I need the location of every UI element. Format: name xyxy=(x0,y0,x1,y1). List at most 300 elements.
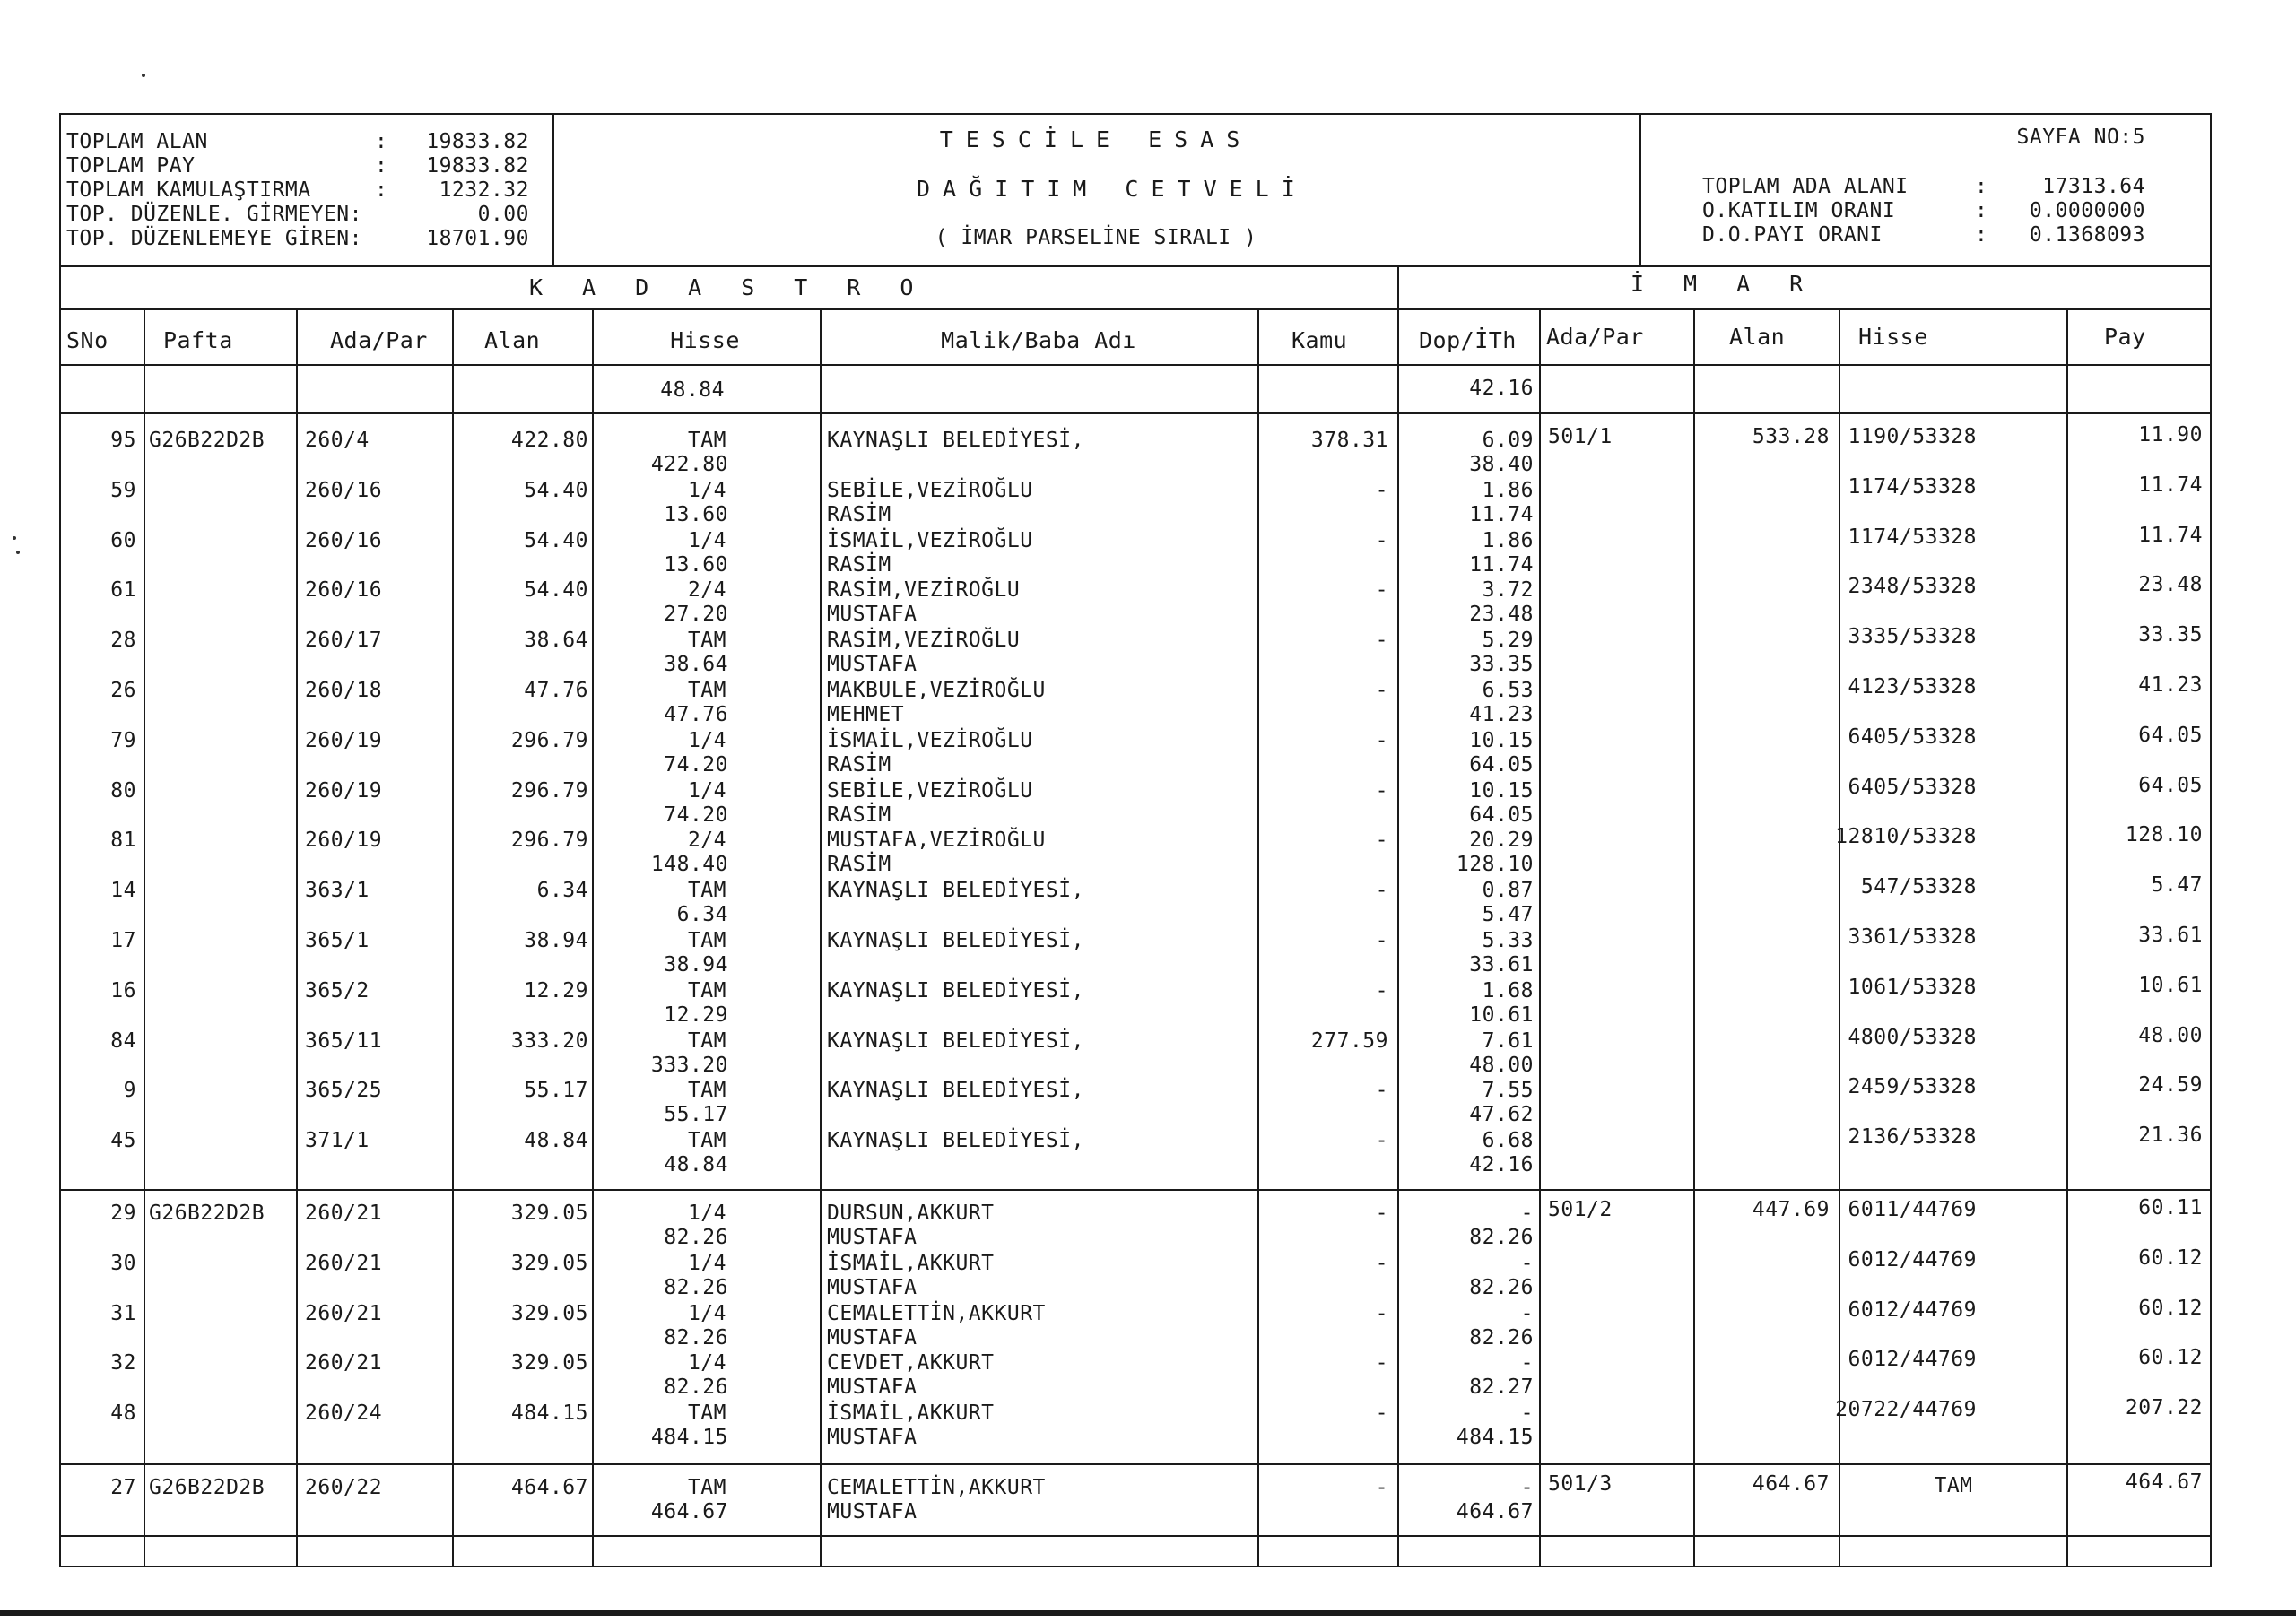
row-hisse: TAM xyxy=(687,679,726,702)
row-kamu: - xyxy=(1375,879,1388,903)
row-dop: 7.55 xyxy=(1482,1079,1534,1103)
row-baba: MUSTAFA xyxy=(827,1500,918,1523)
row-alan: 296.79 xyxy=(510,778,588,803)
imar-banner: İMAR xyxy=(1631,271,1843,297)
col-header-alan: Alan xyxy=(484,327,541,353)
column-divider xyxy=(1539,308,1541,1566)
row-ith: 11.74 xyxy=(1469,552,1534,577)
col-header-adapar: Ada/Par xyxy=(330,327,428,353)
row-malik: SEBİLE,VEZİROĞLU xyxy=(827,778,1033,803)
row-hisse: TAM xyxy=(687,1079,726,1103)
row-baba: MUSTAFA xyxy=(827,653,918,677)
row-ith: 82.26 xyxy=(1469,1226,1534,1249)
header-divider-left xyxy=(552,113,554,265)
row-imar-hisse: TAM xyxy=(1934,1474,1973,1497)
header-bottom-rule xyxy=(59,265,2210,267)
row-hisse: 1/4 xyxy=(687,728,726,752)
row-hisse: TAM xyxy=(687,629,726,653)
page-bottom-rule xyxy=(0,1610,2296,1616)
row-kamu: - xyxy=(1375,1476,1388,1499)
row-hisse-area: 82.26 xyxy=(664,1325,728,1350)
row-adapar: 260/21 xyxy=(305,1202,383,1225)
row-hisse-area: 484.15 xyxy=(650,1426,728,1450)
row-kamu: - xyxy=(1375,1202,1388,1225)
row-baba: MEHMET xyxy=(827,703,905,726)
row-baba: RASİM xyxy=(827,552,891,577)
row-pay: 10.61 xyxy=(2138,973,2203,997)
row-ith: 128.10 xyxy=(1456,853,1534,877)
row-sno: 79 xyxy=(110,728,136,752)
row-malik: MAKBULE,VEZİROĞLU xyxy=(827,679,1046,702)
row-malik: KAYNAŞLI BELEDİYESİ, xyxy=(827,1028,1084,1053)
row-kamu: - xyxy=(1375,578,1388,603)
row-hisse-area: 6.34 xyxy=(676,903,728,927)
row-dop: 7.61 xyxy=(1482,1028,1534,1053)
row-pay: 23.48 xyxy=(2138,573,2203,597)
row-dop: - xyxy=(1520,1202,1534,1225)
summary-label: TOPLAM ALAN xyxy=(66,130,208,153)
frame-right xyxy=(2210,113,2212,1567)
carry-dop: 42.16 xyxy=(1469,377,1534,400)
row-sno: 81 xyxy=(110,829,136,853)
row-pafta: G26B22D2B xyxy=(149,1476,265,1499)
row-imar-hisse: 4123/53328 xyxy=(1848,675,1977,699)
row-imar-alan: 447.69 xyxy=(1752,1198,1830,1221)
col-header-imar-adapar: Ada/Par xyxy=(1546,324,1644,350)
row-hisse: TAM xyxy=(687,978,726,1002)
row-baba: RASİM xyxy=(827,502,891,526)
row-hisse: TAM xyxy=(687,429,726,452)
row-alan: 464.67 xyxy=(510,1476,588,1499)
row-pay: 11.74 xyxy=(2138,473,2203,497)
row-alan: 296.79 xyxy=(510,728,588,752)
row-ith: 64.05 xyxy=(1469,803,1534,827)
row-alan: 333.20 xyxy=(510,1028,588,1053)
summary-value: 19833.82 xyxy=(426,130,529,153)
row-imar-hisse: 12810/53328 xyxy=(1835,825,1977,849)
row-malik: İSMAİL,AKKURT xyxy=(827,1251,995,1275)
row-malik: CEMALETTİN,AKKURT xyxy=(827,1476,1046,1499)
row-alan: 296.79 xyxy=(510,829,588,853)
row-dop: 5.33 xyxy=(1482,929,1534,952)
row-imar-hisse: 1174/53328 xyxy=(1848,474,1977,499)
row-dop: 10.15 xyxy=(1469,728,1534,752)
row-pay: 33.61 xyxy=(2138,924,2203,947)
row-alan: 6.34 xyxy=(536,879,588,903)
carry-hisse: 48.84 xyxy=(660,378,725,402)
row-hisse-area: 422.80 xyxy=(650,453,728,476)
row-hisse-area: 12.29 xyxy=(664,1002,728,1027)
row-malik: SEBİLE,VEZİROĞLU xyxy=(827,478,1033,502)
row-dop: 20.29 xyxy=(1469,829,1534,853)
summary-label: TOPLAM PAY xyxy=(66,154,196,178)
row-imar-hisse: 6011/44769 xyxy=(1848,1198,1977,1221)
row-ith: 82.26 xyxy=(1469,1275,1534,1299)
row-dop: - xyxy=(1520,1476,1534,1499)
row-hisse-area: 48.84 xyxy=(664,1153,728,1177)
row-hisse: 1/4 xyxy=(687,478,726,502)
row-adapar: 365/2 xyxy=(305,978,370,1002)
summary-value: 17313.64 xyxy=(2042,175,2145,198)
row-malik: KAYNAŞLI BELEDİYESİ, xyxy=(827,1079,1084,1103)
row-dop: 6.68 xyxy=(1482,1129,1534,1153)
row-ith: 464.67 xyxy=(1456,1500,1534,1523)
row-adapar: 260/22 xyxy=(305,1476,383,1499)
column-divider xyxy=(1257,308,1259,1566)
row-alan: 12.29 xyxy=(524,978,588,1002)
row-kamu: - xyxy=(1375,728,1388,752)
row-imar-hisse: 2136/53328 xyxy=(1848,1125,1977,1150)
row-adapar: 371/1 xyxy=(305,1129,370,1153)
row-imar-hisse: 2348/53328 xyxy=(1848,575,1977,599)
row-malik: KAYNAŞLI BELEDİYESİ, xyxy=(827,429,1084,452)
row-alan: 329.05 xyxy=(510,1251,588,1275)
summary-sep: : xyxy=(1975,175,1988,198)
row-ith: 484.15 xyxy=(1456,1426,1534,1450)
row-imar-adapar: 501/3 xyxy=(1548,1472,1613,1496)
row-baba: RASİM xyxy=(827,853,891,877)
summary-sep: : xyxy=(375,154,388,178)
row-kamu: - xyxy=(1375,1129,1388,1153)
row-kamu: - xyxy=(1375,1301,1388,1325)
row-adapar: 365/1 xyxy=(305,929,370,952)
row-baba: RASİM xyxy=(827,752,891,777)
column-divider xyxy=(2066,308,2068,1566)
row-hisse-area: 38.64 xyxy=(664,653,728,677)
row-baba: MUSTAFA xyxy=(827,1376,918,1400)
row-hisse: TAM xyxy=(687,879,726,903)
frame-top xyxy=(59,113,2210,115)
row-pafta: G26B22D2B xyxy=(149,1202,265,1225)
summary-label: TOP. DÜZENLE. GİRMEYEN: xyxy=(66,203,362,226)
row-alan: 54.40 xyxy=(524,528,588,552)
column-divider xyxy=(1839,308,1840,1566)
col-header-dop: Dop/İTh xyxy=(1419,327,1517,353)
title-line-1: TESCİLE ESAS xyxy=(939,126,1253,152)
row-imar-hisse: 6405/53328 xyxy=(1848,725,1977,749)
row-pay: 48.00 xyxy=(2138,1023,2203,1047)
row-kamu: - xyxy=(1375,778,1388,803)
row-kamu: - xyxy=(1375,929,1388,952)
row-hisse-area: 82.26 xyxy=(664,1275,728,1299)
row-hisse-area: 38.94 xyxy=(664,953,728,976)
row-malik: DURSUN,AKKURT xyxy=(827,1202,995,1225)
row-malik: KAYNAŞLI BELEDİYESİ, xyxy=(827,879,1084,903)
row-pay: 64.05 xyxy=(2138,773,2203,797)
group-separator xyxy=(59,1463,2210,1465)
kadastro-banner: KADASTRO xyxy=(529,274,953,300)
row-hisse-area: 13.60 xyxy=(664,502,728,526)
row-adapar: 363/1 xyxy=(305,879,370,903)
row-dop: 3.72 xyxy=(1482,578,1534,603)
row-alan: 47.76 xyxy=(524,679,588,702)
row-alan: 329.05 xyxy=(510,1202,588,1225)
row-hisse-area: 74.20 xyxy=(664,752,728,777)
row-adapar: 365/11 xyxy=(305,1028,383,1053)
row-kamu: - xyxy=(1375,478,1388,502)
row-sno: 61 xyxy=(110,578,136,603)
row-malik: İSMAİL,AKKURT xyxy=(827,1402,995,1426)
row-adapar: 260/4 xyxy=(305,429,370,452)
row-sno: 30 xyxy=(110,1251,136,1275)
row-hisse: 1/4 xyxy=(687,1251,726,1275)
row-hisse-area: 47.76 xyxy=(664,703,728,726)
row-sno: 95 xyxy=(110,429,136,452)
row-pay: 60.12 xyxy=(2138,1296,2203,1320)
row-sno: 29 xyxy=(110,1202,136,1225)
row-sno: 17 xyxy=(110,929,136,952)
row-adapar: 260/21 xyxy=(305,1351,383,1376)
row-adapar: 260/21 xyxy=(305,1251,383,1275)
summary-label: TOPLAM KAMULAŞTIRMA xyxy=(66,178,311,202)
row-pay: 60.11 xyxy=(2138,1196,2203,1219)
row-alan: 484.15 xyxy=(510,1402,588,1426)
row-hisse: 1/4 xyxy=(687,1351,726,1376)
row-hisse: TAM xyxy=(687,1028,726,1053)
row-hisse-area: 13.60 xyxy=(664,552,728,577)
column-header-rule xyxy=(59,364,2210,366)
row-dop: - xyxy=(1520,1351,1534,1376)
row-malik: KAYNAŞLI BELEDİYESİ, xyxy=(827,978,1084,1002)
row-dop: 1.86 xyxy=(1482,478,1534,502)
row-ith: 47.62 xyxy=(1469,1103,1534,1127)
column-divider xyxy=(1693,308,1695,1566)
banner-bottom-rule xyxy=(59,308,2210,310)
row-hisse-area: 55.17 xyxy=(664,1103,728,1127)
summary-value: 0.0000000 xyxy=(2029,199,2145,222)
summary-sep: : xyxy=(375,178,388,202)
row-hisse: 1/4 xyxy=(687,528,726,552)
summary-value: 19833.82 xyxy=(426,154,529,178)
row-kamu: - xyxy=(1375,679,1388,702)
row-dop: - xyxy=(1520,1251,1534,1275)
row-hisse-area: 82.26 xyxy=(664,1376,728,1400)
row-alan: 329.05 xyxy=(510,1301,588,1325)
carry-row-rule xyxy=(59,412,2210,414)
header-divider-right xyxy=(1639,113,1641,265)
column-divider xyxy=(592,308,594,1566)
col-header-kamu: Kamu xyxy=(1292,327,1348,353)
row-sno: 32 xyxy=(110,1351,136,1376)
column-divider xyxy=(452,308,454,1566)
row-kamu: - xyxy=(1375,1079,1388,1103)
row-imar-alan: 533.28 xyxy=(1752,425,1830,448)
row-hisse: TAM xyxy=(687,1402,726,1426)
row-baba: RASİM xyxy=(827,803,891,827)
row-imar-hisse: 20722/44769 xyxy=(1835,1398,1977,1422)
row-imar-hisse: 4800/53328 xyxy=(1848,1025,1977,1049)
row-imar-hisse: 3335/53328 xyxy=(1848,625,1977,649)
row-hisse-area: 27.20 xyxy=(664,603,728,627)
row-kamu: 277.59 xyxy=(1310,1028,1388,1053)
summary-value: 0.00 xyxy=(477,203,529,226)
row-dop: 0.87 xyxy=(1482,879,1534,903)
row-malik: İSMAİL,VEZİROĞLU xyxy=(827,728,1033,752)
frame-bottom xyxy=(59,1566,2212,1567)
row-sno: 84 xyxy=(110,1028,136,1053)
row-malik: CEMALETTİN,AKKURT xyxy=(827,1301,1046,1325)
row-baba: MUSTAFA xyxy=(827,1426,918,1450)
row-kamu: - xyxy=(1375,1251,1388,1275)
summary-value: 1232.32 xyxy=(439,178,529,202)
row-dop: - xyxy=(1520,1301,1534,1325)
row-dop: 10.15 xyxy=(1469,778,1534,803)
row-pay: 11.90 xyxy=(2138,423,2203,447)
row-hisse: TAM xyxy=(687,929,726,952)
row-alan: 38.94 xyxy=(524,929,588,952)
row-sno: 59 xyxy=(110,478,136,502)
row-adapar: 260/16 xyxy=(305,528,383,552)
col-header-pafta: Pafta xyxy=(163,327,233,353)
col-header-pay: Pay xyxy=(2104,324,2146,350)
row-hisse-area: 333.20 xyxy=(650,1053,728,1077)
row-pay: 60.12 xyxy=(2138,1245,2203,1270)
summary-value: 0.1368093 xyxy=(2029,223,2145,247)
summary-label: TOP. DÜZENLEMEYE GİREN: xyxy=(66,227,362,250)
row-adapar: 260/24 xyxy=(305,1402,383,1426)
row-pay: 41.23 xyxy=(2138,673,2203,697)
row-alan: 38.64 xyxy=(524,629,588,653)
row-ith: 82.26 xyxy=(1469,1325,1534,1350)
row-ith: 48.00 xyxy=(1469,1053,1534,1077)
row-imar-hisse: 6012/44769 xyxy=(1848,1348,1977,1372)
row-hisse: 1/4 xyxy=(687,778,726,803)
col-header-hisse: Hisse xyxy=(670,327,740,353)
row-pay: 24.59 xyxy=(2138,1073,2203,1098)
row-adapar: 260/19 xyxy=(305,778,383,803)
group-bottom-rule xyxy=(59,1535,2210,1537)
row-dop: - xyxy=(1520,1402,1534,1426)
row-adapar: 260/16 xyxy=(305,578,383,603)
scan-speck xyxy=(16,551,20,554)
summary-sep: : xyxy=(1975,223,1988,247)
row-imar-hisse: 6012/44769 xyxy=(1848,1247,1977,1271)
row-ith: 82.27 xyxy=(1469,1376,1534,1400)
row-pay: 207.22 xyxy=(2125,1396,2203,1420)
row-imar-alan: 464.67 xyxy=(1752,1472,1830,1496)
row-malik: KAYNAŞLI BELEDİYESİ, xyxy=(827,1129,1084,1153)
row-sno: 31 xyxy=(110,1301,136,1325)
row-hisse-area: 148.40 xyxy=(650,853,728,877)
row-ith: 38.40 xyxy=(1469,453,1534,476)
row-malik: CEVDET,AKKURT xyxy=(827,1351,995,1376)
group-separator xyxy=(59,1189,2210,1191)
row-imar-hisse: 6012/44769 xyxy=(1848,1298,1977,1322)
row-adapar: 260/18 xyxy=(305,679,383,702)
row-malik: KAYNAŞLI BELEDİYESİ, xyxy=(827,929,1084,952)
row-dop: 1.68 xyxy=(1482,978,1534,1002)
row-ith: 41.23 xyxy=(1469,703,1534,726)
scan-speck xyxy=(142,74,145,77)
col-header-sno: SNo xyxy=(66,327,109,353)
row-malik: RASİM,VEZİROĞLU xyxy=(827,629,1021,653)
row-ith: 33.61 xyxy=(1469,953,1534,976)
row-kamu: - xyxy=(1375,528,1388,552)
row-imar-hisse: 1061/53328 xyxy=(1848,975,1977,999)
summary-sep: : xyxy=(375,130,388,153)
row-kamu: - xyxy=(1375,829,1388,853)
row-alan: 422.80 xyxy=(510,429,588,452)
row-alan: 54.40 xyxy=(524,478,588,502)
row-pay: 21.36 xyxy=(2138,1124,2203,1148)
row-pay: 33.35 xyxy=(2138,623,2203,647)
row-imar-hisse: 2459/53328 xyxy=(1848,1075,1977,1099)
row-hisse: 2/4 xyxy=(687,578,726,603)
row-pay: 60.12 xyxy=(2138,1346,2203,1370)
row-kamu: - xyxy=(1375,1402,1388,1426)
summary-value: 18701.90 xyxy=(426,227,529,250)
row-alan: 48.84 xyxy=(524,1129,588,1153)
row-kamu: - xyxy=(1375,978,1388,1002)
row-hisse-area: 464.67 xyxy=(650,1500,728,1523)
row-pay: 11.74 xyxy=(2138,523,2203,547)
column-divider xyxy=(144,308,145,1566)
row-adapar: 260/21 xyxy=(305,1301,383,1325)
row-hisse-area: 74.20 xyxy=(664,803,728,827)
row-kamu: 378.31 xyxy=(1310,429,1388,452)
row-baba: MUSTAFA xyxy=(827,1226,918,1249)
row-sno: 28 xyxy=(110,629,136,653)
row-malik: MUSTAFA,VEZİROĞLU xyxy=(827,829,1046,853)
row-malik: İSMAİL,VEZİROĞLU xyxy=(827,528,1033,552)
row-alan: 55.17 xyxy=(524,1079,588,1103)
row-pafta: G26B22D2B xyxy=(149,429,265,452)
row-dop: 1.86 xyxy=(1482,528,1534,552)
row-imar-hisse: 1190/53328 xyxy=(1848,425,1977,448)
row-sno: 16 xyxy=(110,978,136,1002)
row-kamu: - xyxy=(1375,1351,1388,1376)
row-sno: 27 xyxy=(110,1476,136,1499)
row-imar-adapar: 501/2 xyxy=(1548,1198,1613,1221)
row-pay: 464.67 xyxy=(2125,1471,2203,1494)
row-hisse: TAM xyxy=(687,1129,726,1153)
row-sno: 14 xyxy=(110,879,136,903)
row-ith: 64.05 xyxy=(1469,752,1534,777)
row-adapar: 260/19 xyxy=(305,829,383,853)
row-dop: 5.29 xyxy=(1482,629,1534,653)
row-sno: 80 xyxy=(110,778,136,803)
summary-label: TOPLAM ADA ALANI xyxy=(1702,175,1909,198)
row-pay: 64.05 xyxy=(2138,723,2203,747)
title-line-3: ( İMAR PARSELİNE SIRALI ) xyxy=(935,226,1257,249)
row-pay: 5.47 xyxy=(2151,873,2203,898)
row-adapar: 365/25 xyxy=(305,1079,383,1103)
column-divider xyxy=(820,308,822,1566)
row-sno: 48 xyxy=(110,1402,136,1426)
frame-left xyxy=(59,113,61,1567)
row-ith: 42.16 xyxy=(1469,1153,1534,1177)
row-adapar: 260/19 xyxy=(305,728,383,752)
row-alan: 54.40 xyxy=(524,578,588,603)
row-sno: 26 xyxy=(110,679,136,702)
row-dop: 6.53 xyxy=(1482,679,1534,702)
row-imar-hisse: 6405/53328 xyxy=(1848,775,1977,799)
row-ith: 11.74 xyxy=(1469,502,1534,526)
page-number: SAYFA NO:5 xyxy=(2016,126,2145,149)
summary-sep: : xyxy=(1975,199,1988,222)
col-header-malik: Malik/Baba Adı xyxy=(941,327,1136,353)
row-imar-hisse: 1174/53328 xyxy=(1848,525,1977,549)
row-sno: 45 xyxy=(110,1129,136,1153)
col-header-imar-alan: Alan xyxy=(1729,324,1786,350)
scan-speck xyxy=(13,536,16,540)
row-hisse: 2/4 xyxy=(687,829,726,853)
row-hisse: TAM xyxy=(687,1476,726,1499)
kadastro-imar-divider xyxy=(1397,265,1399,1566)
row-ith: 23.48 xyxy=(1469,603,1534,627)
row-hisse: 1/4 xyxy=(687,1301,726,1325)
row-malik: RASİM,VEZİROĞLU xyxy=(827,578,1021,603)
